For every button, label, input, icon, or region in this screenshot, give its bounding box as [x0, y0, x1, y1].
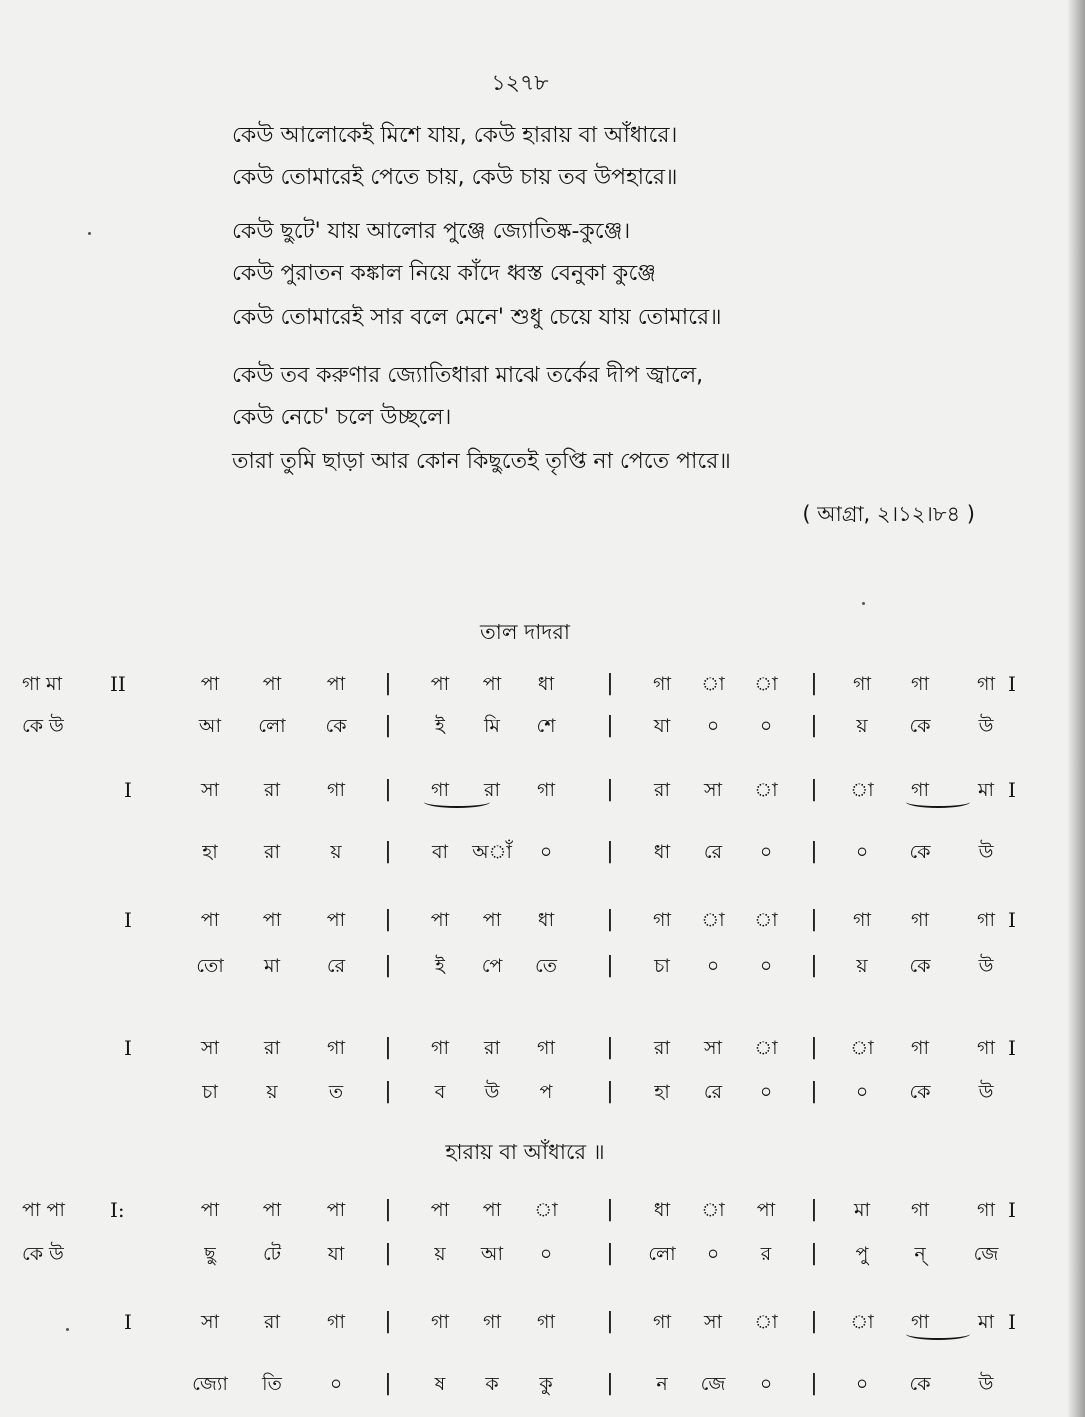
notation-cell: উ [484, 1081, 500, 1103]
notation-cell: যা [653, 715, 671, 737]
notation-cell: গা [653, 909, 671, 931]
row-start-mark: I [124, 908, 132, 932]
notation-cell: উ [978, 715, 994, 737]
tala-heading: তাল দাদরা [480, 620, 570, 644]
bar-line: | [384, 1035, 392, 1060]
bar-line: | [384, 839, 392, 864]
bar-line: | [384, 1079, 392, 1104]
notation-cell: সা [200, 1037, 220, 1059]
notation-cell: পা [482, 673, 502, 695]
notation-cell: গা [537, 1311, 555, 1333]
bar-line: | [810, 1197, 818, 1222]
notation-cell: া [754, 1311, 778, 1333]
notation-cell: য় [434, 1243, 446, 1265]
lead-syllables: কে উ [22, 715, 64, 737]
notation-cell: া [754, 673, 778, 695]
notation-cell: পু [855, 1243, 869, 1265]
notation-cell: পা [326, 909, 346, 931]
notation-cell: তে [535, 955, 557, 977]
notation-cell: গা [431, 1311, 449, 1333]
notation-cell: টে [262, 1243, 282, 1265]
poem-line: কেউ তব করুণার জ্যোতিধারা মাঝে তর্কের দীপ জ্বালে, [232, 363, 704, 388]
bar-line: | [810, 839, 818, 864]
notation-cell: পা [262, 909, 282, 931]
notation-cell: পা [430, 673, 450, 695]
notation-cell: উ [978, 841, 994, 863]
bar-line: | [606, 671, 614, 696]
notation-cell: অাঁ [472, 841, 512, 863]
notation-cell: গা [911, 1311, 929, 1333]
notation-cell: রে [703, 1081, 723, 1103]
notation-cell: ছু [204, 1243, 216, 1265]
notation-cell: রে [703, 841, 723, 863]
notation-cell: পা [756, 1199, 776, 1221]
notation-cell: বা [431, 841, 449, 863]
lead-syllables: কে উ [22, 1243, 64, 1265]
notation-cell: ধা [537, 673, 555, 695]
refrain-end-line: হারায় বা আঁধারে ॥ [445, 1140, 605, 1164]
notation-cell: কে [909, 1373, 931, 1395]
notation-cell: কু [539, 1373, 553, 1395]
bar-line: | [606, 1197, 614, 1222]
notation-cell: রে [326, 955, 346, 977]
lead-syllables: পা পা [22, 1199, 65, 1221]
row-start-mark: I [124, 1310, 132, 1334]
bar-line: | [810, 777, 818, 802]
notation-cell: য় [266, 1081, 278, 1103]
notation-cell: ০ [759, 715, 773, 737]
poem-date: ( আগ্রা, ২।১২।৮৪ ) [802, 502, 975, 526]
bar-line: | [606, 907, 614, 932]
notation-cell: পা [200, 909, 220, 931]
notation-cell: গা [537, 1037, 555, 1059]
notation-cell: া [754, 909, 778, 931]
notation-cell: গা [977, 1199, 995, 1221]
notation-cell: পা [262, 1199, 282, 1221]
notation-cell: গা [483, 1311, 501, 1333]
bar-line: | [606, 1241, 614, 1266]
poem-line: কেউ তোমারেই পেতে চায়, কেউ চায় তব উপহারে॥ [232, 165, 678, 190]
notation-cell: উ [978, 1081, 994, 1103]
notation-cell: মা [853, 1199, 871, 1221]
notation-cell: রা [264, 1037, 280, 1059]
lead-syllables: গা মা [22, 673, 63, 695]
poem-line: কেউ আলোকেই মিশে যায়, কেউ হারায় বা আঁধারে। [232, 123, 678, 148]
row-end-mark: I [1008, 1198, 1016, 1222]
notation-cell: গা [977, 909, 995, 931]
notation-cell: রা [654, 1037, 670, 1059]
notation-cell: র [760, 1243, 772, 1265]
notation-cell: মা [977, 1311, 995, 1333]
notation-cell: ০ [855, 1081, 869, 1103]
notation-cell: ০ [759, 1373, 773, 1395]
bar-line: | [384, 953, 392, 978]
row-end-mark: I [1008, 672, 1016, 696]
notation-cell: গা [911, 779, 929, 801]
bar-line: | [810, 1371, 818, 1396]
notation-cell: জে [700, 1373, 726, 1395]
notation-cell: সা [703, 779, 723, 801]
bar-line: | [606, 1035, 614, 1060]
notation-cell: ধা [653, 1199, 671, 1221]
notation-cell: সা [200, 1311, 220, 1333]
notation-cell: সা [703, 1311, 723, 1333]
notation-cell: কে [909, 955, 931, 977]
poem-line: কেউ ছুটে' যায় আলোর পুঞ্জে জ্যোতিষ্ক-কুঞ্জে। [232, 219, 631, 244]
notation-cell: পা [200, 673, 220, 695]
notation-cell: ০ [759, 1081, 773, 1103]
notation-cell: চা [654, 955, 670, 977]
notation-cell: ই [435, 955, 445, 977]
notation-row [0, 1236, 1085, 1272]
row-end-mark: I [1008, 1036, 1016, 1060]
notation-cell: রা [264, 841, 280, 863]
notation-cell: হা [654, 1081, 670, 1103]
slur-mark [424, 796, 490, 808]
notation-cell: ব [434, 1081, 446, 1103]
poem-line: কেউ নেচে' চলে উচ্ছলে। [232, 405, 452, 430]
bar-line: | [384, 671, 392, 696]
row-start-mark: I [124, 778, 132, 802]
bar-line: | [810, 1241, 818, 1266]
notation-cell: য় [856, 715, 868, 737]
notation-cell: লো [648, 1243, 676, 1265]
notation-cell: রা [654, 779, 670, 801]
notation-cell: গা [327, 1037, 345, 1059]
page-edge-shadow [1067, 0, 1085, 1417]
notation-cell: া [534, 1199, 558, 1221]
notation-cell: সা [200, 779, 220, 801]
notation-row [0, 1366, 1085, 1402]
notation-cell: য় [856, 955, 868, 977]
notation-cell: মা [977, 779, 995, 801]
notation-cell: য় [330, 841, 342, 863]
notation-cell: ০ [539, 841, 553, 863]
bar-line: | [384, 1309, 392, 1334]
bar-line: | [384, 777, 392, 802]
poem-line: তারা তুমি ছাড়া আর কোন কিছুতেই তৃপ্তি না পেতে পারে॥ [232, 449, 731, 474]
notation-cell: কে [325, 715, 347, 737]
notation-cell: গা [977, 1037, 995, 1059]
speck [88, 232, 91, 235]
notation-cell: ০ [706, 715, 720, 737]
notation-cell: গা [653, 1311, 671, 1333]
notation-cell: পা [482, 909, 502, 931]
start-repeat-mark: I: [110, 1198, 125, 1222]
row-end-mark: I [1008, 1310, 1016, 1334]
bar-line: | [606, 713, 614, 738]
notation-cell: আ [198, 715, 222, 737]
notation-cell: কে [909, 841, 931, 863]
notation-cell: পা [326, 1199, 346, 1221]
notation-cell: া [850, 1037, 874, 1059]
notation-cell: গা [653, 673, 671, 695]
notation-cell: পা [430, 1199, 450, 1221]
notation-cell: গা [537, 779, 555, 801]
notation-cell: া [754, 1037, 778, 1059]
notation-cell: া [701, 1199, 725, 1221]
row-end-mark: I [1008, 778, 1016, 802]
notation-cell: রা [264, 1311, 280, 1333]
notation-cell: গা [911, 1037, 929, 1059]
bar-line: | [810, 1079, 818, 1104]
notation-cell: পা [326, 673, 346, 695]
bar-line: | [606, 953, 614, 978]
notation-cell: ০ [329, 1373, 343, 1395]
notation-cell: জ্যো [192, 1373, 228, 1395]
notation-cell: পা [482, 1199, 502, 1221]
slur-mark [906, 1328, 970, 1340]
poem-line: কেউ পুরাতন কঙ্কাল নিয়ে কাঁদে ধ্বস্ত বেনুকা কুঞ্জে [232, 261, 656, 286]
notation-row [0, 1192, 1085, 1228]
notation-cell: া [754, 779, 778, 801]
notation-cell: তি [262, 1373, 282, 1395]
notation-cell: ই [435, 715, 445, 737]
notation-cell: ০ [855, 1373, 869, 1395]
notation-cell: ক [485, 1373, 499, 1395]
notation-cell: রা [264, 779, 280, 801]
notation-row [0, 666, 1085, 702]
bar-line: | [606, 1079, 614, 1104]
notation-cell: চা [202, 1081, 218, 1103]
notation-cell: পে [481, 955, 503, 977]
bar-line: | [810, 671, 818, 696]
notation-row [0, 902, 1085, 938]
bar-line: | [810, 713, 818, 738]
notation-cell: ০ [706, 955, 720, 977]
bar-line: | [606, 1371, 614, 1396]
notation-cell: উ [978, 955, 994, 977]
row-start-mark: I [124, 1036, 132, 1060]
bar-line: | [606, 1309, 614, 1334]
notation-cell: মা [263, 955, 281, 977]
notation-cell: জে [973, 1243, 999, 1265]
notation-cell: লো [258, 715, 286, 737]
notation-cell: ধা [653, 841, 671, 863]
notation-cell: পা [262, 673, 282, 695]
bar-line: | [384, 713, 392, 738]
notation-cell: গা [327, 1311, 345, 1333]
notation-cell: ০ [759, 841, 773, 863]
slur-mark [906, 796, 970, 808]
notation-cell: শে [536, 715, 556, 737]
notation-cell: সা [703, 1037, 723, 1059]
bar-line: | [606, 777, 614, 802]
notation-cell: গা [911, 909, 929, 931]
notation-cell: পা [430, 909, 450, 931]
notation-cell: া [701, 909, 725, 931]
notation-cell: রা [484, 1037, 500, 1059]
notation-cell: ন্ [914, 1243, 926, 1265]
speck [862, 602, 865, 605]
notation-cell: া [701, 673, 725, 695]
notation-cell: তো [196, 955, 224, 977]
notation-cell: ষ [434, 1373, 446, 1395]
notation-cell: ন [656, 1373, 668, 1395]
bar-line: | [810, 1035, 818, 1060]
notation-cell: গা [911, 1199, 929, 1221]
notation-row [0, 1074, 1085, 1110]
notation-cell: গা [977, 673, 995, 695]
bar-line: | [384, 1197, 392, 1222]
notation-cell: কে [909, 1081, 931, 1103]
notation-cell: উ [978, 1373, 994, 1395]
notation-cell: আ [480, 1243, 504, 1265]
notation-cell: গা [327, 779, 345, 801]
page-number: ১২৭৮ [491, 71, 549, 96]
notation-cell: গা [911, 673, 929, 695]
notation-cell: হা [202, 841, 218, 863]
notation-cell: গা [431, 1037, 449, 1059]
notation-cell: ০ [706, 1243, 720, 1265]
notation-cell: গা [853, 673, 871, 695]
bar-line: | [810, 1309, 818, 1334]
notation-row [0, 948, 1085, 984]
notation-cell: ত [328, 1081, 344, 1103]
notation-row [0, 834, 1085, 870]
notation-cell: পা [200, 1199, 220, 1221]
bar-line: | [384, 1241, 392, 1266]
start-repeat-mark: II [110, 672, 126, 696]
notation-cell: ০ [539, 1243, 553, 1265]
bar-line: | [384, 1371, 392, 1396]
notation-cell: গা [431, 779, 449, 801]
notation-cell: া [850, 1311, 874, 1333]
notation-cell: ধা [537, 909, 555, 931]
notation-cell: গা [853, 909, 871, 931]
bar-line: | [606, 839, 614, 864]
notation-row [0, 708, 1085, 744]
notation-cell: কে [909, 715, 931, 737]
notation-cell: ০ [855, 841, 869, 863]
bar-line: | [810, 953, 818, 978]
speck [66, 1328, 69, 1331]
notation-cell: া [850, 779, 874, 801]
bar-line: | [810, 907, 818, 932]
notation-cell: ০ [759, 955, 773, 977]
notation-cell: প [539, 1081, 553, 1103]
poem-line: কেউ তোমারেই সার বলে মেনে' শুধু চেয়ে যায় তোমারে॥ [232, 305, 722, 330]
row-end-mark: I [1008, 908, 1016, 932]
notation-row [0, 1030, 1085, 1066]
bar-line: | [384, 907, 392, 932]
notation-cell: রা [484, 779, 500, 801]
notation-cell: যা [327, 1243, 345, 1265]
notation-cell: মি [484, 715, 500, 737]
